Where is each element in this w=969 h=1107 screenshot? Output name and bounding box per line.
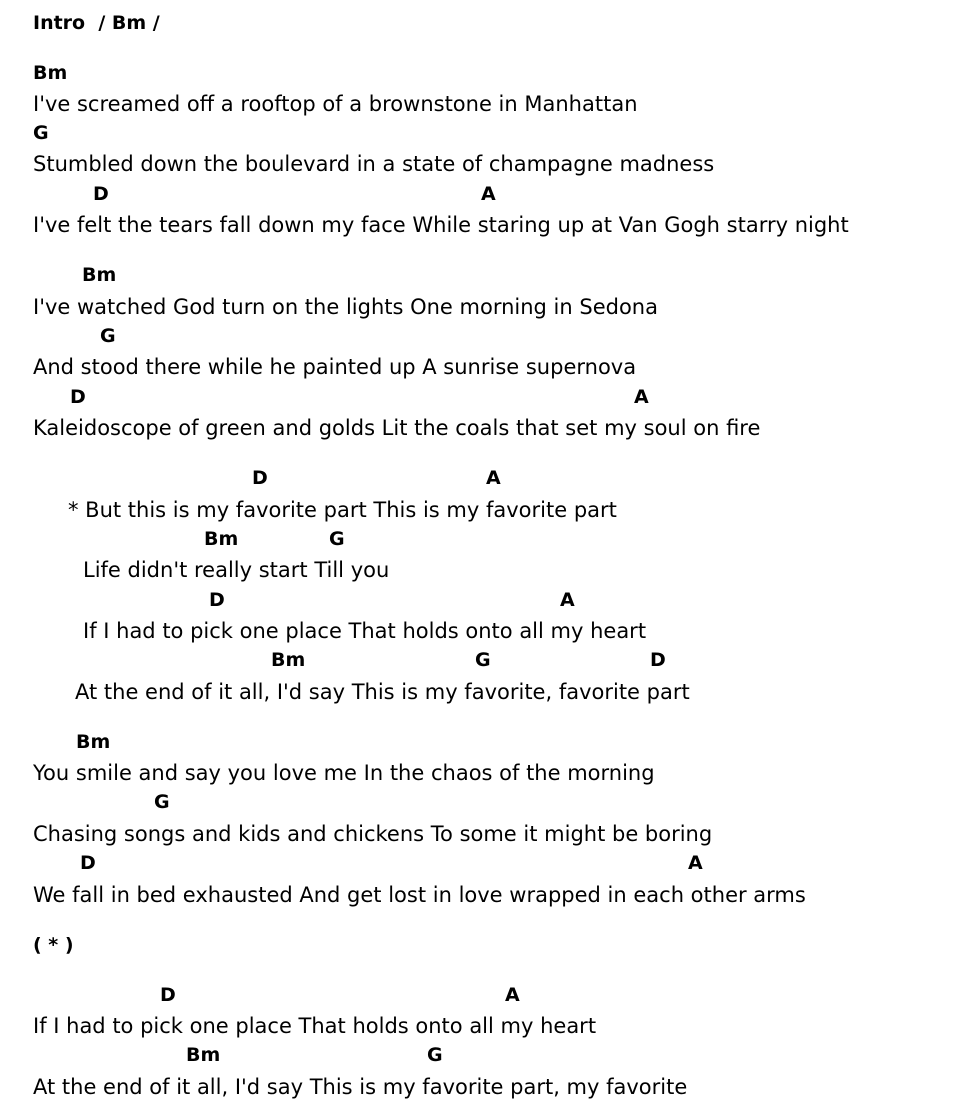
chorus-lyric-3: If I had to pick one place That holds onto all my heart	[83, 619, 647, 643]
verse3-chord-d: D	[80, 852, 96, 874]
intro-line: Intro / Bm /	[33, 12, 160, 34]
verse1-lyric-1: I've screamed off a rooftop of a brownstone in Manhattan	[33, 92, 638, 116]
chorus-marker: ( * )	[33, 934, 74, 956]
chorus-chord-d-3: D	[650, 649, 666, 671]
outro-lyric-2: At the end of it all, I'd say This is my favorite part, my favorite	[33, 1075, 688, 1099]
chorus-chord-d-1: D	[252, 467, 268, 489]
verse2-chord-g: G	[100, 325, 116, 347]
outro-chord-g: G	[427, 1044, 443, 1066]
verse2-chord-d: D	[70, 386, 86, 408]
verse3-chord-bm: Bm	[76, 731, 111, 753]
outro-lyric-1: If I had to pick one place That holds onto all my heart	[33, 1014, 597, 1038]
chorus-chord-a-2: A	[560, 589, 575, 611]
outro-chord-a: A	[505, 984, 520, 1006]
chorus-lyric-4: At the end of it all, I'd say This is my favorite, favorite part	[75, 680, 690, 704]
verse2-lyric-2: And stood there while he painted up A sunrise supernova	[33, 355, 637, 379]
verse2-lyric-1: I've watched God turn on the lights One morning in Sedona	[33, 295, 658, 319]
verse3-lyric-1: You smile and say you love me In the chaos of the morning	[33, 761, 655, 785]
verse2-chord-a: A	[634, 386, 649, 408]
verse1-chord-g: G	[33, 122, 49, 144]
verse3-chord-a: A	[688, 852, 703, 874]
chorus-chord-g-1: G	[329, 528, 345, 550]
chorus-chord-bm-2: Bm	[271, 649, 306, 671]
chorus-chord-g-2: G	[475, 649, 491, 671]
outro-chord-bm: Bm	[186, 1044, 221, 1066]
verse3-lyric-3: We fall in bed exhausted And get lost in love wrapped in each other arms	[33, 883, 806, 907]
verse3-chord-g: G	[154, 791, 170, 813]
chorus-chord-a-1: A	[486, 467, 501, 489]
outro-chord-d: D	[160, 984, 176, 1006]
verse2-lyric-3: Kaleidoscope of green and golds Lit the coals that set my soul on fire	[33, 416, 761, 440]
verse1-chord-d: D	[93, 183, 109, 205]
verse1-lyric-2: Stumbled down the boulevard in a state of champagne madness	[33, 152, 715, 176]
verse3-lyric-2: Chasing songs and kids and chickens To some it might be boring	[33, 822, 713, 846]
verse1-chord-a: A	[481, 183, 496, 205]
verse1-chord-bm: Bm	[33, 62, 68, 84]
chorus-lyric-2: Life didn't really start Till you	[83, 558, 390, 582]
verse1-lyric-3: I've felt the tears fall down my face While staring up at Van Gogh starry night	[33, 213, 849, 237]
chorus-chord-d-2: D	[209, 589, 225, 611]
chorus-chord-bm-1: Bm	[204, 528, 239, 550]
verse2-chord-bm: Bm	[82, 264, 117, 286]
chorus-lyric-1: * But this is my favorite part This is my favorite part	[68, 498, 617, 522]
